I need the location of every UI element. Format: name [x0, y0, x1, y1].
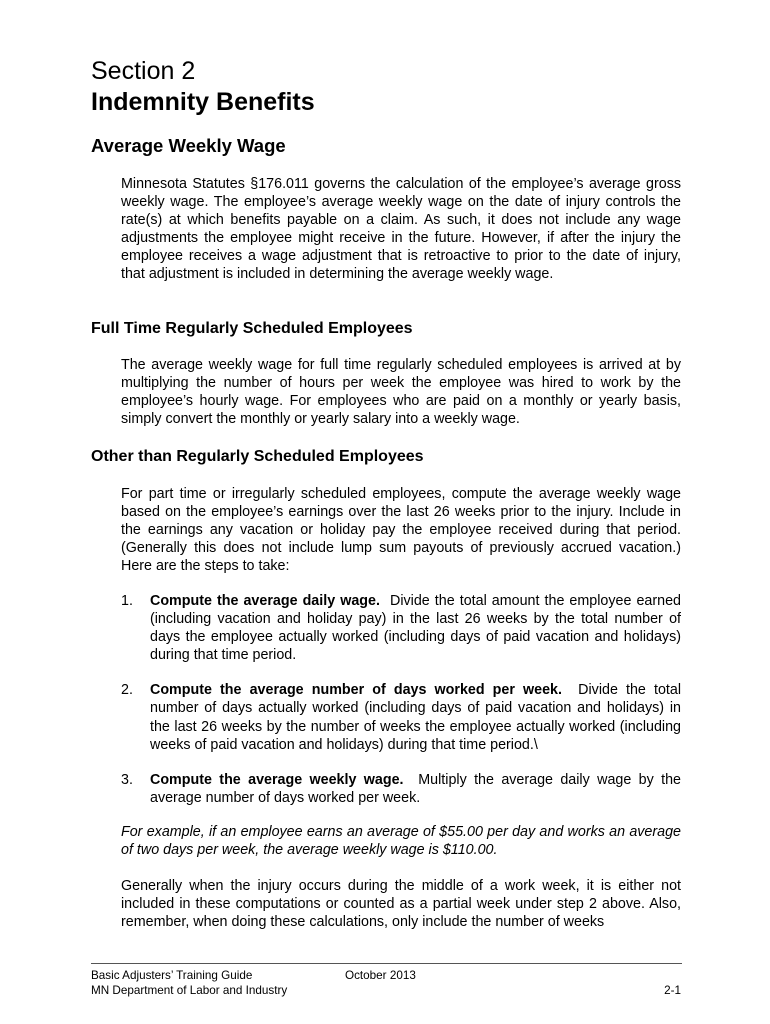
- step-title: Compute the average daily wage.: [150, 593, 380, 609]
- example-paragraph: For example, if an employee earns an average of $55.00 per day and works an average of two days per week, the average weekly wage is $110.00.: [121, 824, 681, 859]
- step-number: 1.: [121, 593, 133, 609]
- heading-average-weekly-wage: Average Weekly Wage: [91, 135, 286, 156]
- footer-guide-title: Basic Adjusters’ Training Guide: [91, 969, 253, 982]
- step-item: [121, 592, 681, 664]
- step-text: Multiply the average daily wage by the average number of days worked per week.: [150, 771, 681, 806]
- paragraph-other-employees: For part time or irregularly scheduled employees, compute the average weekly wage based on the employee’s earnings over the last 26 weeks prior to the injury. Include in the earnings any vacation or holiday pay the employee received during that period. (Generally this does not include lump sum payouts of previously accrued vacation.) Here are the steps to take:: [121, 486, 681, 575]
- step-item: [121, 681, 681, 753]
- footer-divider: [91, 963, 682, 964]
- footer-department: MN Department of Labor and Industry: [91, 984, 288, 997]
- footer-date: October 2013: [345, 969, 416, 982]
- step-text: Divide the total number of days actually worked (including days of paid vacation and holidays) in the last 26 weeks by the number of weeks the employee actually worked (including weeks of paid vacation and holidays) during that time period.\: [150, 682, 681, 753]
- paragraph-full-time-employees: The average weekly wage for full time regularly scheduled employees is arrived at by multiplying the number of hours per week the employee was hired to work by the employee’s hourly wage. For employees who are paid on a monthly or yearly basis, simply convert the monthly or yearly salary into a weekly wage.: [121, 357, 681, 428]
- paragraph-average-weekly-wage: Minnesota Statutes §176.011 governs the calculation of the employee’s average gross weekly wage. The employee’s average weekly wage on the date of injury controls the rate(s) at which benefits payable on a claim. As such, it does not include any wage adjustments the employee might receive in the future. However, if after the injury the employee receives a wage adjustment that is retroactive to prior to the date of injury, that adjustment is included in determining the average weekly wage.: [121, 176, 681, 283]
- heading-full-time-employees: Full Time Regularly Scheduled Employees: [91, 320, 413, 337]
- step-number: 3.: [121, 771, 133, 788]
- steps-list: [121, 592, 681, 824]
- closing-paragraph: Generally when the injury occurs during the middle of a work week, it is either not included in these computations or counted as a partial week under step 2 above. Also, remember, when doing these calculations, only include the number of weeks: [121, 878, 681, 931]
- step-text: Divide the total amount the employee earned (including vacation and holiday pay) in the last 26 weeks by the total number of days the employee actually worked (including days of paid vacation and holidays) during that time period.: [150, 593, 681, 664]
- step-number: 2.: [121, 682, 133, 699]
- section-title: Indemnity Benefits: [91, 88, 315, 116]
- step-item: [121, 771, 681, 807]
- step-title: Compute the average number of days worked per week.: [150, 682, 562, 699]
- footer-page-number: 2-1: [664, 984, 681, 997]
- heading-other-employees: Other than Regularly Scheduled Employees: [91, 448, 424, 465]
- step-title: Compute the average weekly wage.: [150, 771, 404, 788]
- section-label: Section 2: [91, 57, 196, 85]
